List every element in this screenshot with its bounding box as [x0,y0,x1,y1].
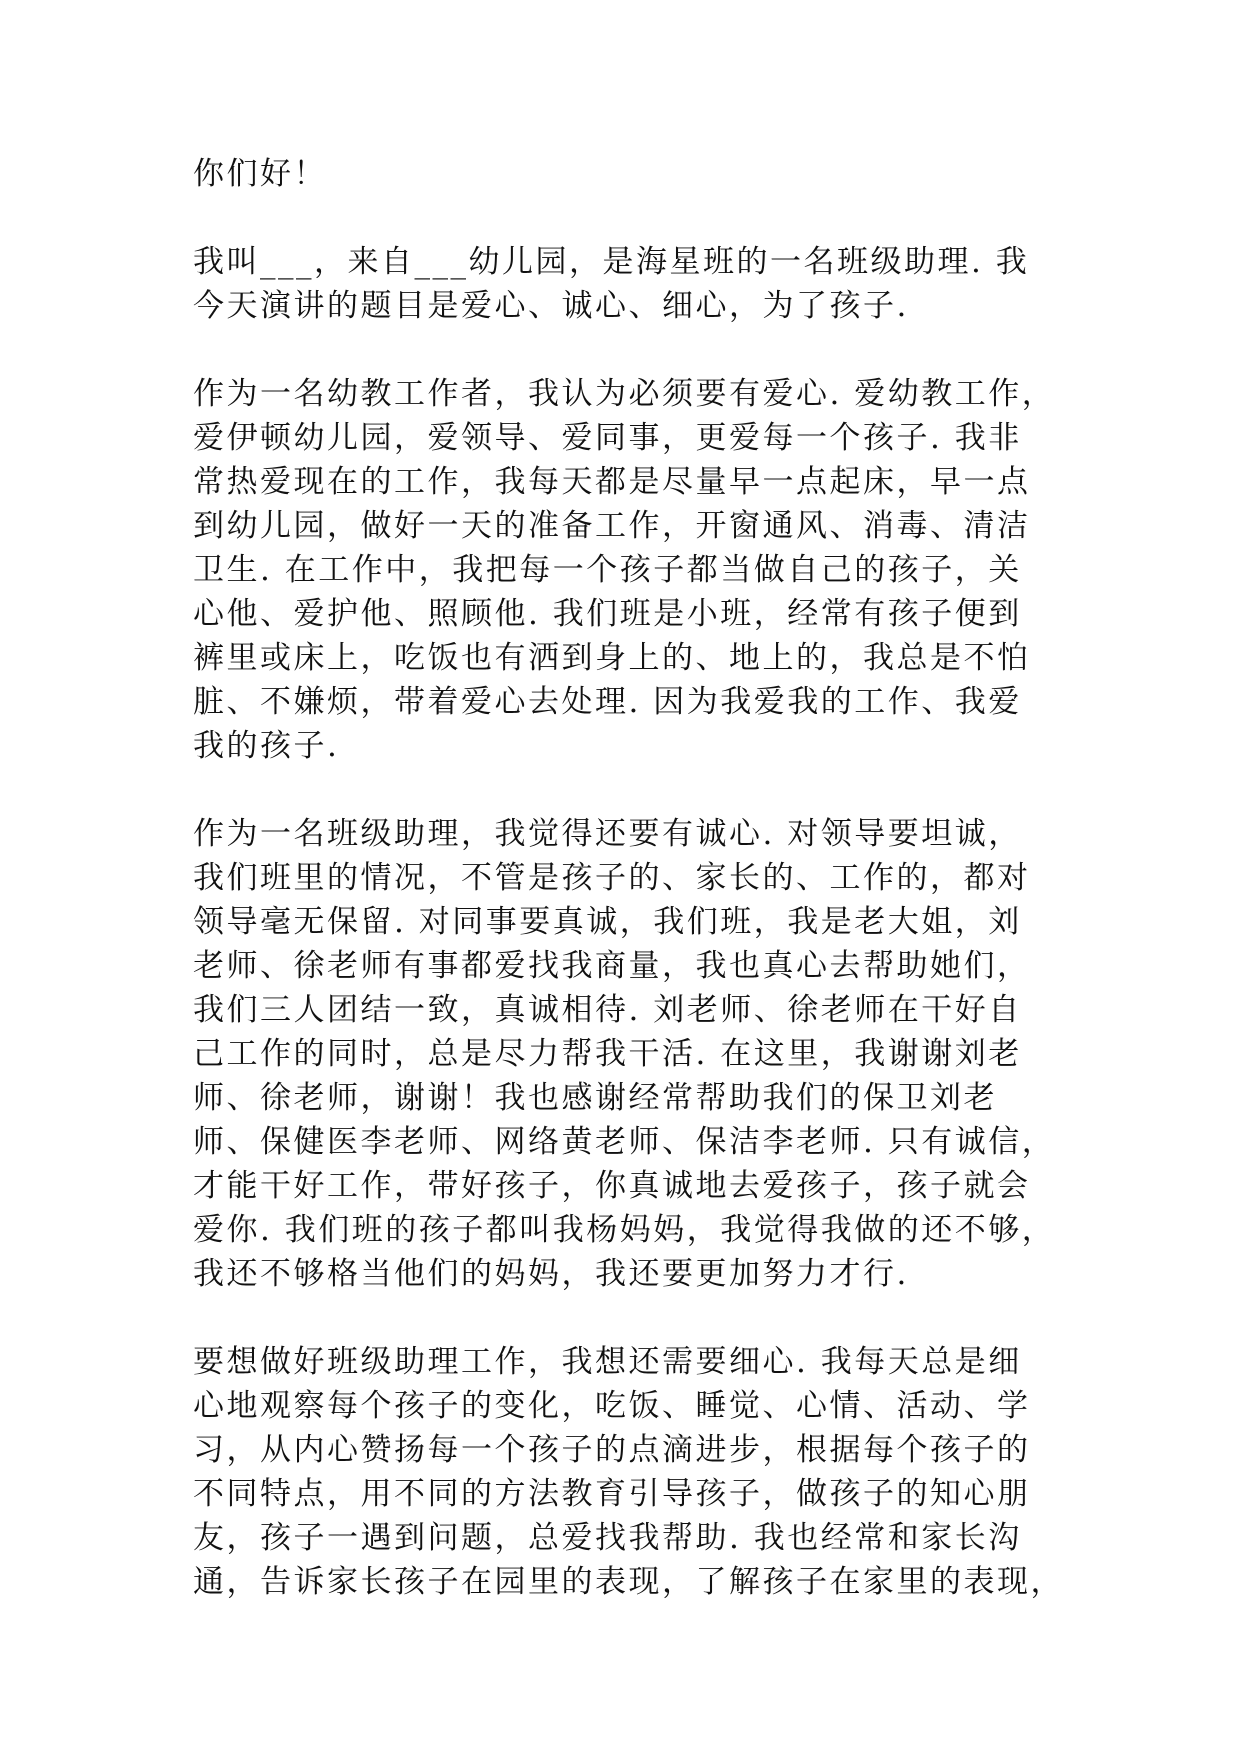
text-line: 不同特点，用不同的方法教育引导孩子，做孩子的知心朋 [193,1476,1031,1512]
text-line: 才能干好工作，带好孩子，你真诚地去爱孩子，孩子就会 [193,1168,1031,1204]
paragraph-carefulness [193,1340,1064,1604]
text-line: 师、保健医李老师、网络黄老师、保洁李老师. 只有诚信， [193,1124,1056,1160]
text-line: 我们班里的情况，不管是孩子的、家长的、工作的，都对 [193,860,1031,896]
text-line: 习，从内心赞扬每一个孩子的点滴进步，根据每个孩子的 [193,1432,1031,1468]
text-line: 作为一名班级助理，我觉得还要有诚心. 对领导要坦诚， [193,816,1022,852]
text-line: 作为一名幼教工作者，我认为必须要有爱心. 爱幼教工作， [193,376,1056,412]
text-line: 我们三人团结一致，真诚相待. 刘老师、徐老师在干好自 [193,992,1022,1028]
text-line: 心他、爱护他、照顾他. 我们班是小班，经常有孩子便到 [193,596,1022,632]
paragraph-introduction [193,240,1053,328]
paragraph-sincerity [193,812,1056,1296]
text-line: 到幼儿园，做好一天的准备工作，开窗通风、消毒、清洁 [193,508,1031,544]
paragraph-greeting [193,152,1053,196]
text-line: 今天演讲的题目是爱心、诚心、细心，为了孩子. [193,288,909,324]
speech-body [193,152,1064,1648]
text-line: 心地观察每个孩子的变化，吃饭、睡觉、心情、活动、学 [193,1388,1031,1424]
text-line: 常热爱现在的工作，我每天都是尽量早一点起床，早一点 [193,464,1031,500]
text-line: 我的孩子. [193,728,340,764]
paragraph-love [193,372,1056,768]
text-line: 卫生. 在工作中，我把每一个孩子都当做自己的孩子，关 [193,552,1022,588]
text-line: 我还不够格当他们的妈妈，我还要更加努力才行. [193,1256,909,1292]
text-line: 老师、徐老师有事都爱找我商量，我也真心去帮助她们， [193,948,1031,984]
text-line: 你们好！ [193,156,327,192]
text-line: 师、徐老师，谢谢！我也感谢经常帮助我们的保卫刘老 [193,1080,997,1116]
text-line: 友，孩子一遇到问题，总爱找我帮助. 我也经常和家长沟 [193,1520,1022,1556]
text-line: 己工作的同时，总是尽力帮我干活. 在这里，我谢谢刘老 [193,1036,1022,1072]
text-line: 爱你. 我们班的孩子都叫我杨妈妈，我觉得我做的还不够， [193,1212,1056,1248]
text-line: 脏、不嫌烦，带着爱心去处理. 因为我爱我的工作、我爱 [193,684,1022,720]
text-line: 裤里或床上，吃饭也有洒到身上的、地上的，我总是不怕 [193,640,1031,676]
text-line: 领导毫无保留. 对同事要真诚，我们班，我是老大姐，刘 [193,904,1022,940]
text-line: 我叫___，来自___幼儿园，是海星班的一名班级助理. 我 [193,244,1030,280]
text-line: 爱伊顿幼儿园，爱领导、爱同事，更爱每一个孩子. 我非 [193,420,1022,456]
text-line: 通，告诉家长孩子在园里的表现，了解孩子在家里的表现， [193,1564,1064,1600]
text-line: 要想做好班级助理工作，我想还需要细心. 我每天总是细 [193,1344,1022,1380]
